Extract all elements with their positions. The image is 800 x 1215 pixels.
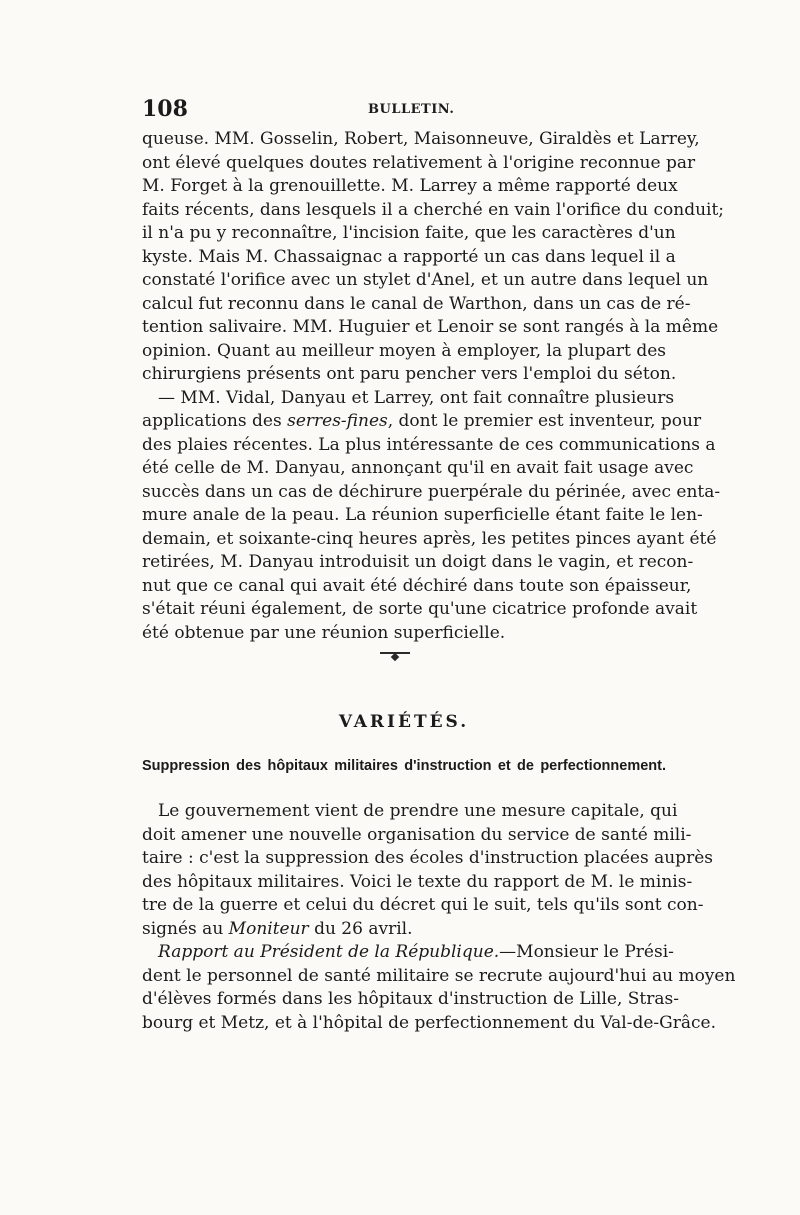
text-line: — MM. Vidal, Danyau et Larrey, ont fait connaître plusieurs: [158, 387, 675, 408]
text-line: kyste. Mais M. Chassaignac a rapporté un cas dans lequel il a: [142, 246, 676, 267]
text-line: ont élevé quelques doutes relativement à l'origine reconnue par: [142, 152, 696, 173]
text-line: dent le personnel de santé militaire se recrute aujourd'hui au moyen: [142, 965, 736, 986]
running-title: BULLETIN.: [368, 102, 455, 117]
italic-heading: Rapport au Président de la République.: [158, 942, 500, 962]
text-line: des plaies récentes. La plus intéressante de ces communications a: [142, 434, 716, 455]
text-line: des hôpitaux militaires. Voici le texte du rapport de M. le minis-: [142, 871, 693, 892]
text-line: opinion. Quant au meilleur moyen à employer, la plupart des: [142, 340, 666, 361]
text-line: M. Forget à la grenouillette. M. Larrey a même rapporté deux: [142, 176, 678, 196]
text-line: [142, 918, 666, 942]
text-line: queuse. MM. Gosselin, Robert, Maisonneuve, Giraldès et Larrey,: [142, 129, 700, 149]
text-line: d'élèves formés dans les hôpitaux d'instruction de Lille, Stras-: [142, 989, 679, 1009]
text-run: applications des: [142, 411, 288, 431]
text-line: chirurgiens présents ont paru pencher vers l'emploi du séton.: [142, 364, 677, 384]
italic-title: Moniteur: [228, 918, 309, 939]
text-line: Le gouvernement vient de prendre une mesure capitale, qui: [158, 801, 678, 821]
italic-term: serres-fines: [287, 411, 388, 431]
text-line: retirées, M. Danyau introduisit un doigt dans le vagin, et recon-: [142, 552, 694, 572]
text-run: , dont le premier est inventeur, pour: [387, 411, 702, 431]
text-line: nut que ce canal qui avait été déchiré dans toute son épaisseur,: [142, 575, 692, 596]
divider-ornament: [391, 653, 399, 661]
text-line: succès dans un cas de déchirure puerpérale du périnée, avec enta-: [142, 481, 721, 502]
text-line: s'était réuni également, de sorte qu'une cicatrice profonde avait: [142, 599, 698, 619]
text-line: faits récents, dans lesquels il a cherché en vain l'orifice du conduit;: [142, 199, 725, 220]
text-line: doit amener une nouvelle organisation du service de santé mili-: [142, 824, 692, 845]
text-line: mure anale de la peau. La réunion superficielle étant faite le len-: [142, 505, 703, 525]
page-header: [142, 96, 666, 126]
text-run: —Monsieur le Prési-: [499, 942, 674, 962]
varietes-paragraph-block: [142, 800, 736, 1035]
page-number: 108: [142, 96, 188, 122]
text-line: il n'a pu y reconnaître, l'incision faite, que les caractères d'un: [142, 223, 676, 243]
text-line: taire : c'est la suppression des écoles d'instruction placées auprès: [142, 848, 713, 868]
text-line: calcul fut reconnu dans le canal de Warthon, dans un cas de ré-: [142, 293, 691, 314]
section-title: VARIÉTÉS.: [338, 712, 470, 732]
text-line: été obtenue par une réunion superficielle.: [142, 622, 506, 643]
section-subtitle: Suppression des hôpitaux militaires d'instruction et de perfectionnement.: [142, 758, 666, 774]
text-line: [142, 941, 674, 965]
text-line: été celle de M. Danyau, annonçant qu'il en avait fait usage avec: [142, 458, 694, 478]
text-line: [142, 410, 702, 434]
continued-paragraph-block: [142, 128, 725, 645]
text-line: demain, et soixante-cinq heures après, les petites pinces ayant été: [142, 528, 717, 549]
text-line: bourg et Metz, et à l'hôpital de perfectionnement du Val-de-Grâce.: [142, 1012, 716, 1033]
text-run: signés au: [142, 918, 229, 939]
text-line: constaté l'orifice avec un stylet d'Anel, et un autre dans lequel un: [142, 270, 709, 290]
text-line: tre de la guerre et celui du décret qui le suit, tels qu'ils sont con-: [142, 895, 704, 915]
text-run: du 26 avril.: [308, 918, 413, 939]
text-line: tention salivaire. MM. Huguier et Lenoir se sont rangés à la même: [142, 317, 719, 337]
